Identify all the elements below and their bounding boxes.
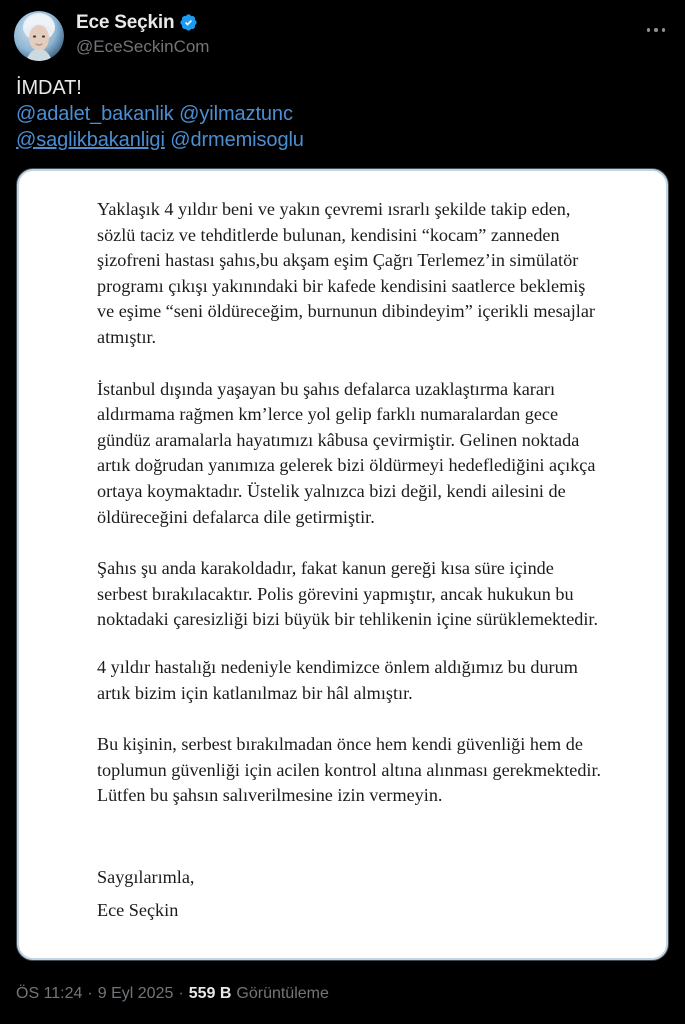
footer-separator-2: · (178, 984, 184, 1002)
tweet-headline: İMDAT! (16, 77, 82, 99)
letter-signature: Ece Seçkin (97, 899, 179, 920)
letter-paragraph-5: Bu kişinin, serbest bırakılmadan önce hem kendi güvenliği hem de toplumun güvenliği için acilen kontrol altına alınması gerekmektedir. Lütfen bu şahsın salıverilmesine izin vermeyin. (97, 734, 602, 806)
mention-yilmaztunc[interactable]: @yilmaztunc (179, 103, 293, 125)
more-options-icon[interactable] (641, 20, 671, 40)
letter-paragraph-2: İstanbul dışında yaşayan bu şahıs defalarca uzaklaştırma kararı aldırmama rağmen km’lerce yol gelip farklı numaralardan gece gündüz aramalarla hayatımızı kâbusa çevirmiştir. Gelinen noktada artık doğrudan yanımıza gelerek bizi öldürmeyi hedeflediğini açıkça ortaya koymaktadır. Üstelik yalnızca bizi değil, kendi ailesini de öldüreceğini defalarca dile getirmiştir. (97, 378, 596, 527)
letter-paragraph-1: Yaklaşık 4 yıldır beni ve yakın çevremi ısrarlı şekilde takip eden, sözlü taciz ve tehditlerde bulunan, kendisini “kocam” zanneden şizofreni hastası şahıs,bu akşam eşim Çağrı Terlemez’in simülatör programı çıkışı yakınındaki bir kafede kendisini saatlerce beklemiş ve eşime “seni öldüreceğim, burnunun dibindeyim” içerikli mesajlar atmıştır. (97, 199, 595, 347)
tweet-date: 9 Eyl 2025 (97, 984, 174, 1002)
tweet-footer (0, 963, 685, 1024)
letter-signature-block (97, 861, 604, 927)
attached-letter-image[interactable] (17, 169, 668, 960)
mention-saglikbakanligi[interactable]: @saglikbakanligi (16, 129, 165, 151)
letter-document (19, 171, 666, 927)
letter-paragraph-4: 4 yıldır hastalığı nedeniyle kendimizce önlem aldığımız bu durum artık bizim için katlanılmaz bir hâl almıştır. (97, 656, 578, 703)
tweet-header (0, 0, 685, 61)
mention-line-2 (16, 127, 671, 153)
tweet-text (0, 61, 685, 153)
mention-adalet-bakanlik[interactable]: @adalet_bakanlik (16, 103, 174, 125)
letter-closing: Saygılarımla, (97, 866, 195, 887)
handle[interactable]: @EceSeckinCom (76, 36, 210, 56)
verified-badge-icon (179, 13, 198, 32)
display-name[interactable]: Ece Seçkin (76, 12, 175, 33)
letter-paragraph-3: Şahıs şu anda karakoldadır, fakat kanun gereği kısa süre içinde serbest bırakılacaktır. Polis görevini yapmıştır, ancak hukukun bu noktadaki çaresizliği bizi büyük bir tehlikenin içine sürüklemektedir. (97, 558, 599, 630)
identity-block (76, 11, 209, 58)
avatar[interactable] (14, 11, 64, 61)
mention-line-1 (16, 101, 671, 127)
tweet-time: ÖS 11:24 (16, 984, 83, 1002)
mention-drmemisoglu[interactable]: @drmemisoglu (170, 129, 304, 151)
footer-separator-1: · (87, 984, 93, 1002)
views-count: 559 B (188, 984, 232, 1002)
name-row (76, 12, 209, 34)
views-label: Görüntüleme (236, 984, 329, 1002)
